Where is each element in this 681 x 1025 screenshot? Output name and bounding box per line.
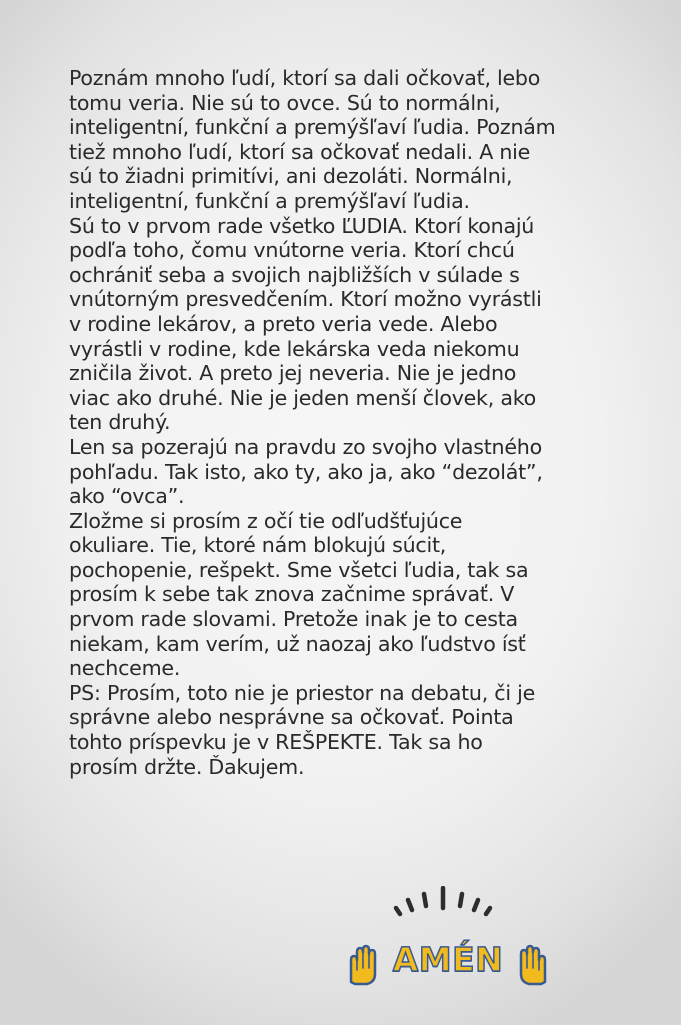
text-line: vnútorným presvedčením. Ktorí možno vyrástli bbox=[69, 287, 542, 312]
text-line: Sú to v prvom rade všetko ĽUDIA. Ktorí konajú bbox=[69, 213, 535, 238]
paragraph-2 bbox=[69, 214, 629, 435]
praying-hands-icon bbox=[514, 938, 554, 988]
text-line: Zložme si prosím z očí tie odľudšťujúce bbox=[69, 508, 463, 533]
text-line: Poznám mnoho ľudí, ktorí sa dali očkovať, lebo bbox=[69, 66, 541, 90]
text-line: prosím k sebe tak znova začnime správať. V bbox=[69, 582, 515, 607]
text-line: okuliare. Tie, ktoré nám blokujú súcit, bbox=[69, 533, 447, 558]
text-line: podľa toho, čomu vnútorne veria. Ktorí chcú bbox=[69, 238, 515, 263]
text-line: ako “ovca”. bbox=[69, 484, 185, 509]
text-line: tiež mnoho ľudí, ktorí sa očkovať nedali. A nie bbox=[69, 139, 531, 164]
paragraph-5 bbox=[69, 681, 629, 779]
amen-wordmark: AMÉN bbox=[392, 940, 504, 979]
text-line: inteligentní, funkční a premýšľaví ľudia. bbox=[69, 188, 470, 213]
text-line: Len sa pozerajú na pravdu zo svojho vlastného bbox=[69, 434, 542, 459]
text-line: viac ako druhé. Nie je jeden menší človek, ako bbox=[69, 385, 536, 410]
text-line: vyrástli v rodine, kde lekárska veda niekomu bbox=[69, 336, 520, 361]
paragraph-4 bbox=[69, 509, 629, 681]
text-line: prvom rade slovami. Pretože inak je to cesta bbox=[69, 607, 518, 632]
text-line: ten druhý. bbox=[69, 410, 171, 435]
praying-hands-icon bbox=[342, 938, 382, 988]
text-line: tomu veria. Nie sú to ovce. Sú to normálni, bbox=[69, 90, 501, 115]
text-line: zničila život. A preto jej neveria. Nie je jedno bbox=[69, 361, 517, 386]
text-line: prosím držte. Ďakujem. bbox=[69, 754, 305, 779]
text-line: PS: Prosím, toto nie je priestor na debatu, či je bbox=[69, 680, 536, 705]
text-line: v rodine lekárov, a preto veria vede. Alebo bbox=[69, 311, 498, 336]
text-line: niekam, kam verím, už naozaj ako ľudstvo ísť bbox=[69, 631, 526, 656]
text-line: správne alebo nesprávne sa očkovať. Pointa bbox=[69, 705, 514, 730]
post-text bbox=[69, 66, 629, 779]
paragraph-1 bbox=[69, 66, 629, 214]
text-line: inteligentní, funkční a premýšľaví ľudia. Poznám bbox=[69, 115, 556, 140]
text-line: ochrániť seba a svojich najbližších v súlade s bbox=[69, 262, 520, 287]
text-line: nechceme. bbox=[69, 656, 181, 681]
text-line: pochopenie, rešpekt. Sme všetci ľudia, tak sa bbox=[69, 557, 529, 582]
paragraph-3 bbox=[69, 435, 629, 509]
text-line: sú to žiadni primitívi, ani dezoláti. Normálni, bbox=[69, 164, 513, 189]
amen-logo bbox=[338, 886, 558, 991]
text-line: tohto príspevku je v REŠPEKTE. Tak sa ho bbox=[69, 730, 483, 755]
text-line: pohľadu. Tak isto, ako ty, ako ja, ako “dezolát”, bbox=[69, 459, 543, 484]
